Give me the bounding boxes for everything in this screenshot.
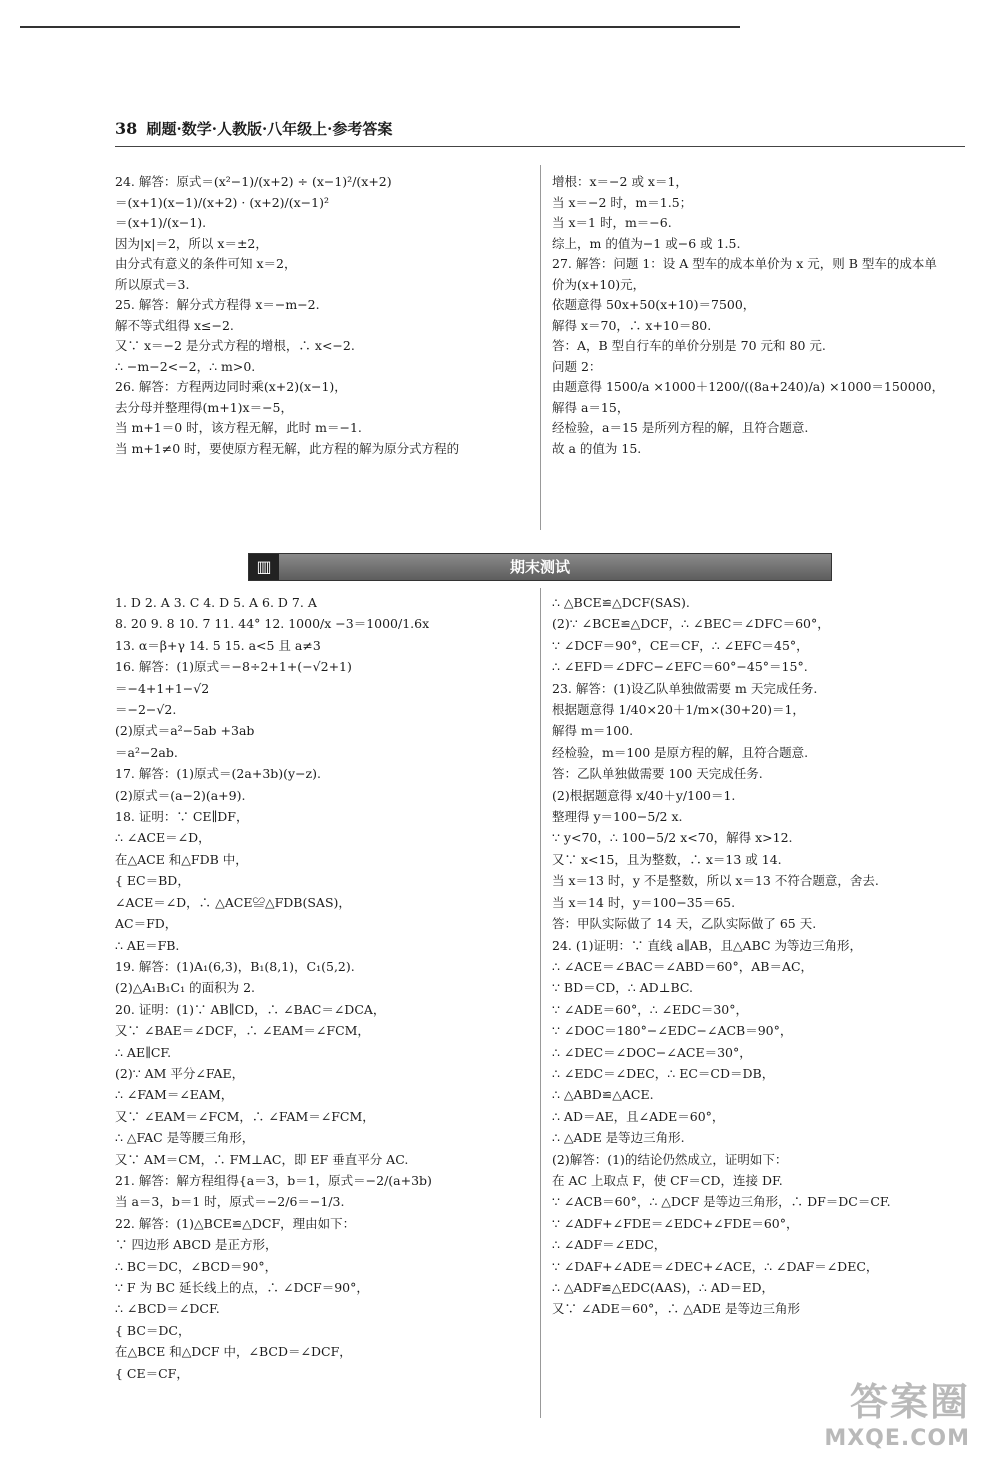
text-line: 当 x＝13 时，y 不是整数，所以 x＝13 不符合题意，舍去.: [552, 873, 879, 889]
text-line: ∴ ∠EFD＝∠DFC−∠EFC＝60°−45°＝15°.: [552, 659, 808, 675]
text-line: (2)△A₁B₁C₁ 的面积为 2.: [115, 980, 256, 996]
text-line: (2)∵ AM 平分∠FAE，: [115, 1065, 245, 1081]
text-line: 当 m+1≠0 时，要使原方程无解，此方程的解为原分式方程的: [115, 440, 460, 456]
column-divider-bottom: [540, 588, 541, 1418]
text-line: 答：乙队单独做需要 100 天完成任务.: [552, 766, 763, 782]
page-number: 38: [115, 119, 138, 138]
text-line: ∴ ∠FAM＝∠EAM，: [115, 1087, 234, 1103]
text-line: 综上，m 的值为−1 或−6 或 1.5.: [552, 235, 741, 251]
text-line: ＝(x+1)/(x−1).: [115, 215, 207, 230]
text-line: 解得 m＝100.: [552, 723, 634, 739]
text-line: ∵ ∠DOC＝180°−∠EDC−∠ACB＝90°，: [552, 1023, 793, 1039]
text-line: 当 x＝1 时，m＝−6.: [552, 215, 672, 230]
text-line: 又∵ x<15，且为整数，∴ x＝13 或 14.: [552, 851, 782, 867]
header-rule: [115, 146, 965, 147]
text-line: 18. 证明：∵ CE∥DF，: [115, 809, 249, 825]
text-line: 当 m+1＝0 时，该方程无解，此时 m＝−1.: [115, 420, 362, 435]
text-line: { BC＝DC，: [115, 1322, 191, 1338]
text-line: ∴ ∠DEC＝∠DOC−∠ACE＝30°，: [552, 1044, 752, 1060]
text-line: ∴ ∠ADF＝∠EDC，: [552, 1237, 667, 1253]
section-title: 期末测试: [509, 558, 570, 576]
text-line: ∴ ∠BCD＝∠DCF.: [115, 1301, 220, 1317]
text-line: 当 a＝3，b＝1 时，原式＝−2/6＝−1/3.: [115, 1194, 345, 1210]
text-line: 16. 解答：(1)原式＝−8÷2+1+(−√2+1): [115, 659, 352, 675]
text-line: { CE＝CF，: [115, 1365, 189, 1381]
text-line: (2)根据题意得 x/40＋y/100＝1.: [552, 787, 736, 803]
text-line: 依题意得 50x+50(x+10)＝7500，: [552, 297, 756, 312]
text-line: (2)原式＝a²−5ab +3ab: [115, 723, 255, 739]
text-line: ∴ △ADF≌△EDC(AAS)，∴ AD＝ED，: [552, 1280, 775, 1295]
text-line: 22. 解答：(1)△BCE≌△DCF，理由如下：: [115, 1215, 356, 1231]
text-line: 经检验，a＝15 是所列方程的解，且符合题意.: [552, 420, 809, 435]
text-line: 13. α＝β+γ 14. 5 15. a<5 且 a≠3: [115, 637, 321, 653]
top-scan-border: [20, 26, 740, 28]
section-banner: [248, 553, 832, 581]
text-line: 8. 20 9. 8 10. 7 11. 44° 12. 1000/x −3＝1000/1.6x: [115, 616, 430, 632]
text-line: 因为|x|＝2，所以 x＝±2，: [115, 235, 268, 251]
text-line: 根据题意得 1/40×20＋1/m×(30+20)＝1，: [552, 702, 805, 718]
text-line: 增根：x＝−2 或 x＝1，: [552, 174, 688, 189]
text-line: 价为(x+10)元，: [552, 276, 646, 292]
text-line: ＝a²−2ab.: [115, 744, 178, 760]
text-line: 25. 解答：解分式方程得 x＝−m−2.: [115, 297, 320, 312]
text-line: (2)∵ ∠BCE≌△DCF，∴ ∠BEC＝∠DFC＝60°，: [552, 616, 830, 632]
text-line: ＝−2−√2.: [115, 702, 177, 718]
text-line: ∴ ∠EDC＝∠DEC，∴ EC＝CD＝DB，: [552, 1065, 775, 1081]
right-bottom-column: [552, 592, 972, 1320]
text-line: 1. D 2. A 3. C 4. D 5. A 6. D 7. A: [115, 595, 317, 610]
text-line: 在 AC 上取点 F，使 CF＝CD，连接 DF.: [552, 1172, 783, 1188]
text-line: ∵ ∠ACB＝60°，∴ △DCF 是等边三角形，∴ DF＝DC＝CF.: [552, 1194, 891, 1210]
text-line: 27. 解答：问题 1：设 A 型车的成本单价为 x 元，则 B 型车的成本单: [552, 256, 937, 271]
text-line: 又∵ x＝−2 是分式方程的增根，∴ x<−2.: [115, 338, 355, 353]
text-line: ∵ y<70，∴ 100−5/2 x<70，解得 x>12.: [552, 830, 793, 846]
text-line: ∴ △BCE≌△DCF(SAS).: [552, 595, 690, 610]
text-line: ∴ △ADE 是等边三角形.: [552, 1130, 685, 1146]
text-line: ∴ AD＝AE，且∠ADE＝60°，: [552, 1108, 725, 1124]
text-line: 当 x＝−2 时，m＝1.5；: [552, 194, 693, 210]
text-line: 24. (1)证明：∵ 直线 a∥AB，且△ABC 为等边三角形，: [552, 937, 863, 953]
text-line: 在△ACE 和△FDB 中，: [115, 851, 248, 867]
text-line: 解得 a＝15，: [552, 399, 630, 415]
text-line: 在△BCE 和△DCF 中，∠BCD＝∠DCF，: [115, 1344, 352, 1360]
section-badge-icon: ▥: [249, 554, 279, 580]
text-line: ∴ △ABD≌△ACE.: [552, 1087, 654, 1103]
text-line: 又∵ ∠ADE＝60°，∴ △ADE 是等边三角形: [552, 1301, 801, 1317]
page-header: [115, 118, 392, 139]
text-line: (2)解答：(1)的结论仍然成立，证明如下：: [552, 1151, 788, 1167]
text-line: 21. 解答：解方程组得{a＝3，b＝1，原式＝−2/(a+3b): [115, 1172, 432, 1188]
text-line: 解得 x＝70，∴ x+10＝80.: [552, 317, 712, 333]
text-line: 又∵ ∠EAM＝∠FCM，∴ ∠FAM＝∠FCM，: [115, 1108, 375, 1124]
text-line: 又∵ AM＝CM，∴ FM⊥AC，即 EF 垂直平分 AC.: [115, 1151, 409, 1167]
text-line: ∵ ∠ADE＝60°，∴ ∠EDC＝30°，: [552, 1001, 748, 1017]
text-line: 24. 解答：原式＝(x²−1)/(x+2) ÷ (x−1)²/(x+2): [115, 174, 392, 189]
text-line: 23. 解答：(1)设乙队单独做需要 m 天完成任务.: [552, 680, 818, 696]
text-line: ＝(x+1)(x−1)/(x+2) · (x+2)/(x−1)²: [115, 194, 330, 210]
text-line: ∵ ∠ADF+∠FDE＝∠EDC+∠FDE＝60°，: [552, 1215, 799, 1231]
text-line: ∴ AE＝FB.: [115, 937, 180, 953]
text-line: AC＝FD，: [115, 916, 178, 932]
text-line: (2)原式＝(a−2)(a+9).: [115, 787, 246, 803]
text-line: { EC＝BD，: [115, 873, 190, 889]
text-line: ∵ ∠DCF＝90°，CE＝CF，∴ ∠EFC＝45°，: [552, 637, 809, 653]
text-line: ∠ACE＝∠D，∴ △ACE≌△FDB(SAS)，: [115, 894, 351, 910]
text-line: 解不等式组得 x≤−2.: [115, 317, 234, 333]
text-line: ∴ ∠ACE＝∠D，: [115, 830, 211, 846]
text-line: ∴ △FAC 是等腰三角形，: [115, 1130, 255, 1146]
left-top-column: [115, 172, 535, 459]
text-line: 当 x＝14 时，y＝100−35＝65.: [552, 894, 736, 910]
text-line: 去分母并整理得(m+1)x＝−5，: [115, 399, 294, 415]
watermark-url: MXQE.COM: [824, 1426, 970, 1451]
text-line: 整理得 y＝100−5/2 x.: [552, 809, 683, 825]
text-line: 问题 2：: [552, 358, 602, 374]
text-line: ∴ AE∥CF.: [115, 1044, 172, 1060]
text-line: 20. 证明：(1)∵ AB∥CD，∴ ∠BAC＝∠DCA，: [115, 1001, 386, 1017]
text-line: 26. 解答：方程两边同时乘(x+2)(x−1)，: [115, 379, 347, 394]
watermark-text: 答案圈: [849, 1380, 970, 1424]
right-top-column: [552, 172, 972, 459]
text-line: ∵ F 为 BC 延长线上的点，∴ ∠DCF＝90°，: [115, 1280, 369, 1295]
left-bottom-column: [115, 592, 535, 1384]
text-line: ∴ −m−2<−2，∴ m>0.: [115, 358, 256, 374]
text-line: 17. 解答：(1)原式＝(2a+3b)(y−z).: [115, 766, 321, 782]
text-line: 由分式有意义的条件可知 x＝2，: [115, 256, 297, 271]
text-line: 19. 解答：(1)A₁(6,3)，B₁(8,1)，C₁(5,2).: [115, 958, 355, 974]
text-line: ∴ BC＝DC，∠BCD＝90°，: [115, 1258, 278, 1274]
text-line: ＝−4+1+1−√2: [115, 680, 210, 696]
text-line: 经检验，m＝100 是原方程的解，且符合题意.: [552, 744, 809, 760]
text-line: 所以原式＝3.: [115, 276, 190, 292]
text-line: 答：甲队实际做了 14 天，乙队实际做了 65 天.: [552, 916, 817, 932]
text-line: ∴ ∠ACE＝∠BAC＝∠ABD＝60°，AB＝AC，: [552, 958, 814, 974]
text-line: 故 a 的值为 15.: [552, 440, 642, 456]
watermark-logo: [824, 1371, 970, 1451]
text-line: ∵ BD＝CD，∴ AD⊥BC.: [552, 980, 693, 996]
text-line: 又∵ ∠BAE＝∠DCF，∴ ∠EAM＝∠FCM，: [115, 1023, 370, 1039]
text-line: ∵ 四边形 ABCD 是正方形，: [115, 1237, 278, 1253]
text-line: 由题意得 1500/a ×1000＋1200/((8a+240)/a) ×1000＝150000，: [552, 379, 945, 394]
text-line: ∵ ∠DAF+∠ADE＝∠DEC+∠ACE，∴ ∠DAF＝∠DEC，: [552, 1258, 879, 1274]
column-divider-top: [540, 165, 541, 530]
page-title: 刷题·数学·人教版·八年级上·参考答案: [146, 120, 393, 138]
text-line: 答：A，B 型自行车的单价分别是 70 元和 80 元.: [552, 338, 826, 353]
